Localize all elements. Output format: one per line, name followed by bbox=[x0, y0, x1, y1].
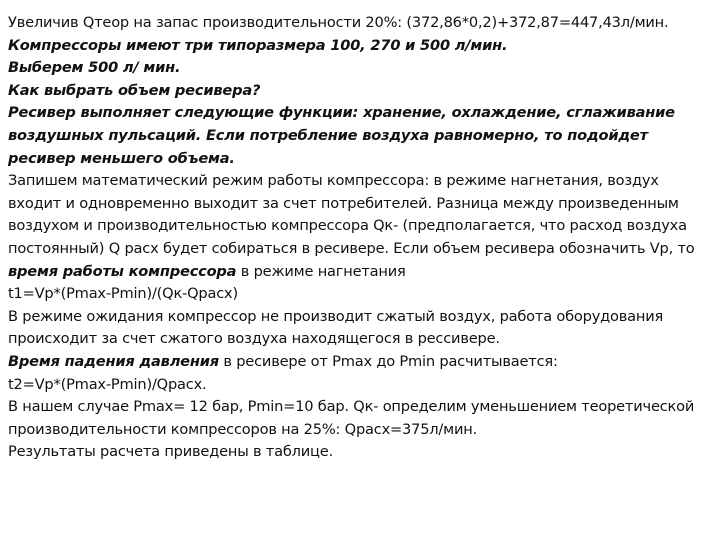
results-paragraph: Результаты расчета приведены в таблице. bbox=[8, 443, 334, 461]
formula-t2: t2=Vр*(Pmax-Pmin)/Qрасх. bbox=[8, 375, 207, 393]
run-time-text: в режиме нагнетания bbox=[236, 262, 406, 280]
pressure-drop-text: в ресивере от Pmax до Pmin расчитывается: bbox=[218, 352, 558, 370]
standby-mode-paragraph: В режиме ожидания компрессор не производит сжатый воздух, работа оборудования происходит за счет сжатого воздуха находящегося в рессивере. bbox=[8, 307, 664, 348]
run-time-term: время работы компрессора bbox=[8, 262, 237, 280]
pressure-drop-term: Время падения давления bbox=[8, 352, 219, 370]
document-body bbox=[8, 12, 714, 464]
receiver-question-heading: Как выбрать объем ресивера? bbox=[8, 81, 261, 99]
theoretical-flow-paragraph: Увеличив Qтеор на запас производительности 20%: (372,86*0,2)+372,87=447,43л/мин. bbox=[8, 14, 669, 31]
case-values-paragraph: В нашем случае Pmax= 12 бар, Pmin=10 бар. Qк- определим уменьшением теоретической производительности компрессоров на 25%: Qрасх=375л/мин. bbox=[8, 398, 695, 438]
compressor-sizes-paragraph: Компрессоры имеют три типоразмера 100, 270 и 500 л/мин. bbox=[8, 36, 508, 54]
formula-t1: t1=Vр*(Pmax-Pmin)/(Qк-Qрасх) bbox=[8, 285, 238, 303]
selection-paragraph: Выберем 500 л/ мин. bbox=[8, 59, 181, 77]
run-time-paragraph bbox=[8, 261, 714, 284]
pressure-drop-paragraph bbox=[8, 351, 714, 374]
receiver-functions-paragraph: Ресивер выполняет следующие функции: хранение, охлаждение, сглаживание воздушных пульсаций. Если потребление воздуха равномерно, то подойдет ресивер меньшего объема. bbox=[8, 104, 675, 167]
operating-mode-paragraph: Запишем математический режим работы компрессора: в режиме нагнетания, воздух входит и одновременно выходит за счет потребителей. Разница между произведенным воздухом и производительностью компрессора Qк- (предполагается, что расход воздуха постоянный) Q расх будет собираться в ресивере. Если объем ресивера обозначить Vр, то bbox=[8, 172, 695, 257]
